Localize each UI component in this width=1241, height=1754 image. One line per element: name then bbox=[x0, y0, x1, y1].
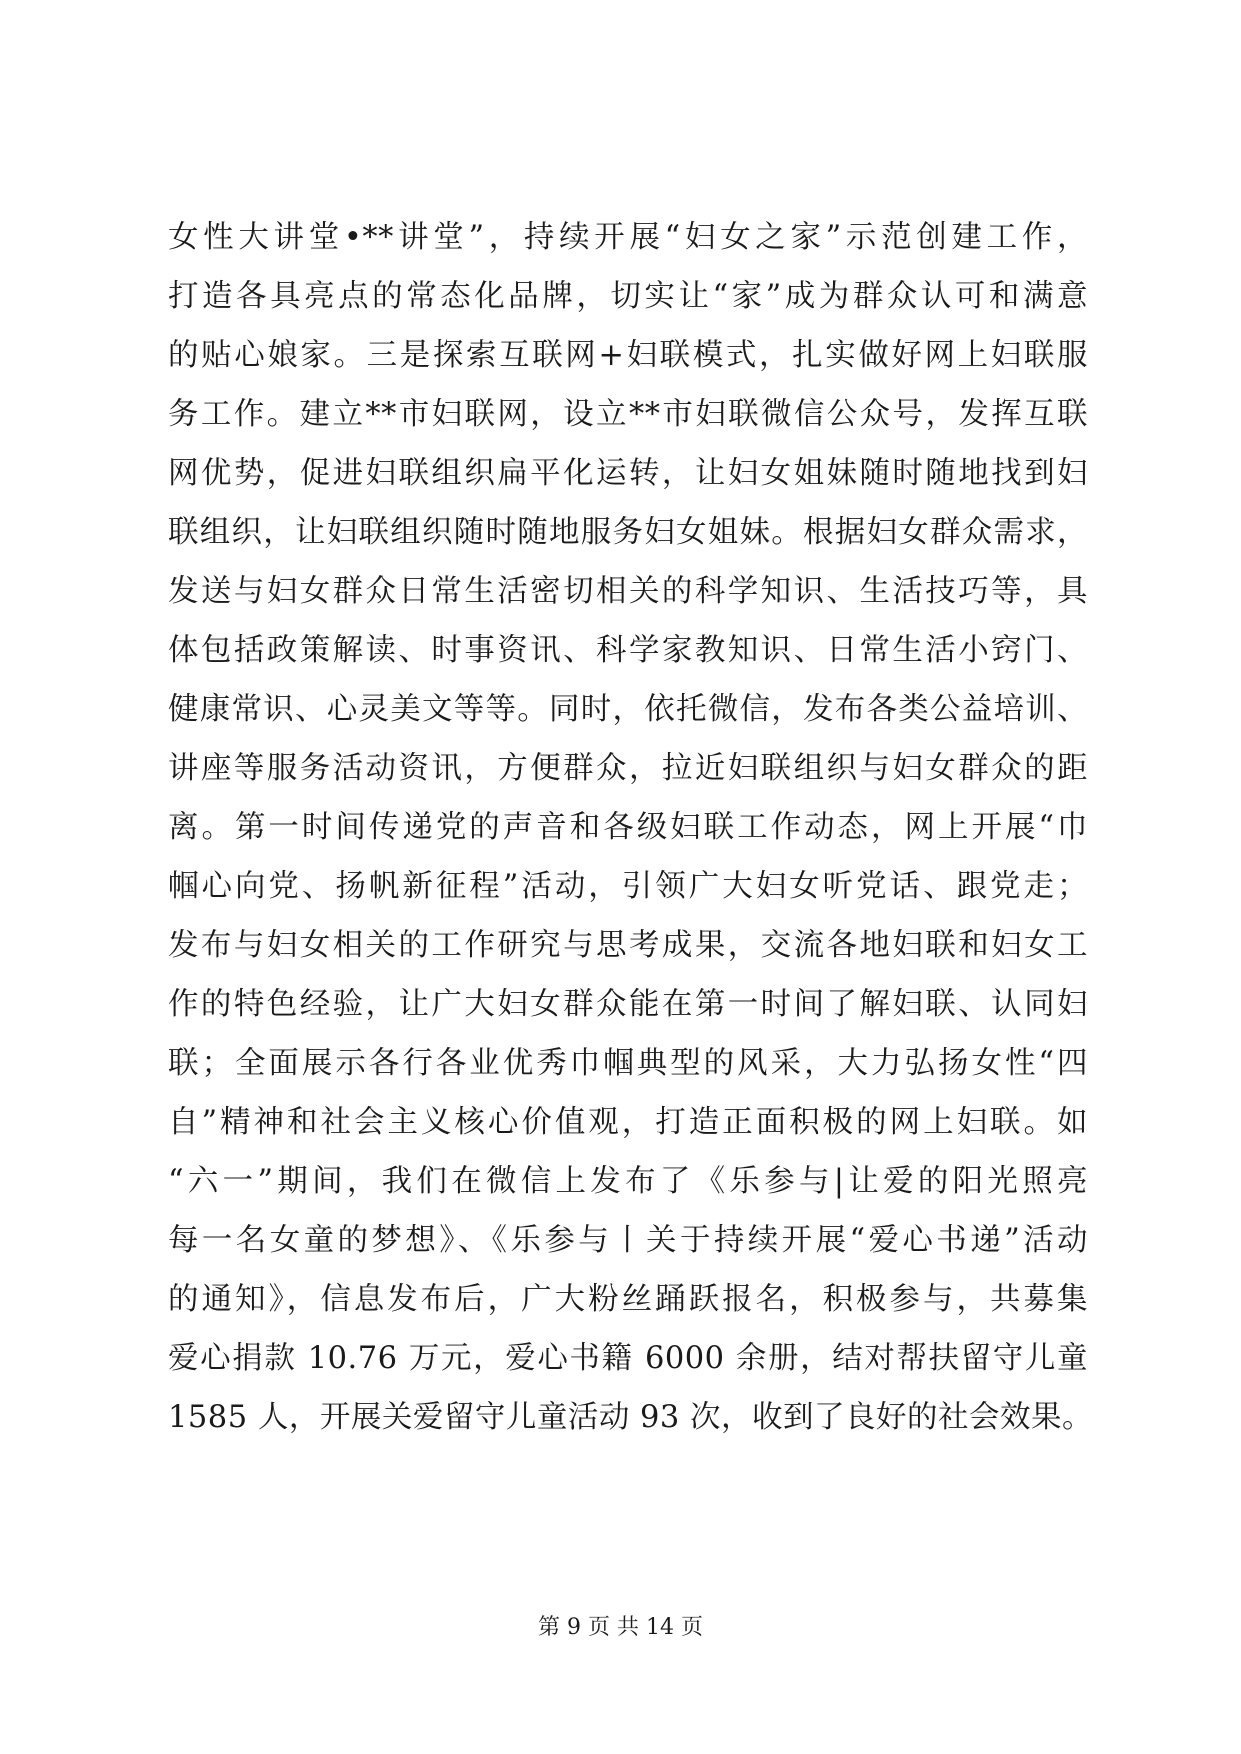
text-line-6: 联组织，让妇联组织随时随地服务妇女姐妹。根据妇女群众需求， bbox=[168, 515, 1088, 550]
text-line-13: 发布与妇女相关的工作研究与思考成果，交流各地妇联和妇女工 bbox=[168, 928, 1088, 963]
body-text bbox=[168, 208, 1094, 1447]
text-line-20: 爱心捐款 10.76 万元，爱心书籍 6000 余册，结对帮扶留守儿童 bbox=[168, 1341, 1088, 1376]
text-line-8: 体包括政策解读、时事资讯、科学家教知识、日常生活小窍门、 bbox=[168, 633, 1088, 668]
text-line-3: 的贴心娘家。三是探索互联网+妇联模式，扎实做好网上妇联服 bbox=[168, 338, 1088, 373]
text-line-11: 离。第一时间传递党的声音和各级妇联工作动态，网上开展“巾 bbox=[168, 810, 1088, 845]
text-line-14: 作的特色经验，让广大妇女群众能在第一时间了解妇联、认同妇 bbox=[168, 987, 1088, 1022]
text-line-4: 务工作。建立**市妇联网，设立**市妇联微信公众号，发挥互联 bbox=[168, 397, 1088, 432]
text-line-21: 1585 人，开展关爱留守儿童活动 93 次，收到了良好的社会效果。 bbox=[168, 1400, 1094, 1435]
text-line-16: 自”精神和社会主义核心价值观，打造正面积极的网上妇联。如 bbox=[168, 1105, 1088, 1140]
text-line-10: 讲座等服务活动资讯，方便群众，拉近妇联组织与妇女群众的距 bbox=[168, 751, 1088, 786]
text-line-5: 网优势，促进妇联组织扁平化运转，让妇女姐妹随时随地找到妇 bbox=[168, 456, 1088, 491]
text-line-1: 女性大讲堂•**讲堂”，持续开展“妇女之家”示范创建工作， bbox=[168, 220, 1088, 255]
text-line-7: 发送与妇女群众日常生活密切相关的科学知识、生活技巧等，具 bbox=[168, 574, 1088, 609]
text-line-17: “六一”期间，我们在微信上发布了《乐参与|让爱的阳光照亮 bbox=[168, 1164, 1088, 1199]
text-line-9: 健康常识、心灵美文等等。同时，依托微信，发布各类公益培训、 bbox=[168, 692, 1088, 727]
page-number-footer: 第 9 页 共 14 页 bbox=[538, 1615, 703, 1640]
text-line-15: 联；全面展示各行各业优秀巾帼典型的风采，大力弘扬女性“四 bbox=[168, 1046, 1088, 1081]
text-line-2: 打造各具亮点的常态化品牌，切实让“家”成为群众认可和满意 bbox=[168, 279, 1088, 314]
text-line-12: 帼心向党、扬帆新征程”活动，引领广大妇女听党话、跟党走； bbox=[168, 869, 1088, 904]
text-line-19: 的通知》，信息发布后，广大粉丝踊跃报名，积极参与，共募集 bbox=[168, 1282, 1088, 1317]
text-line-18: 每一名女童的梦想》、《乐参与丨关于持续开展“爱心书递”活动 bbox=[168, 1223, 1088, 1258]
